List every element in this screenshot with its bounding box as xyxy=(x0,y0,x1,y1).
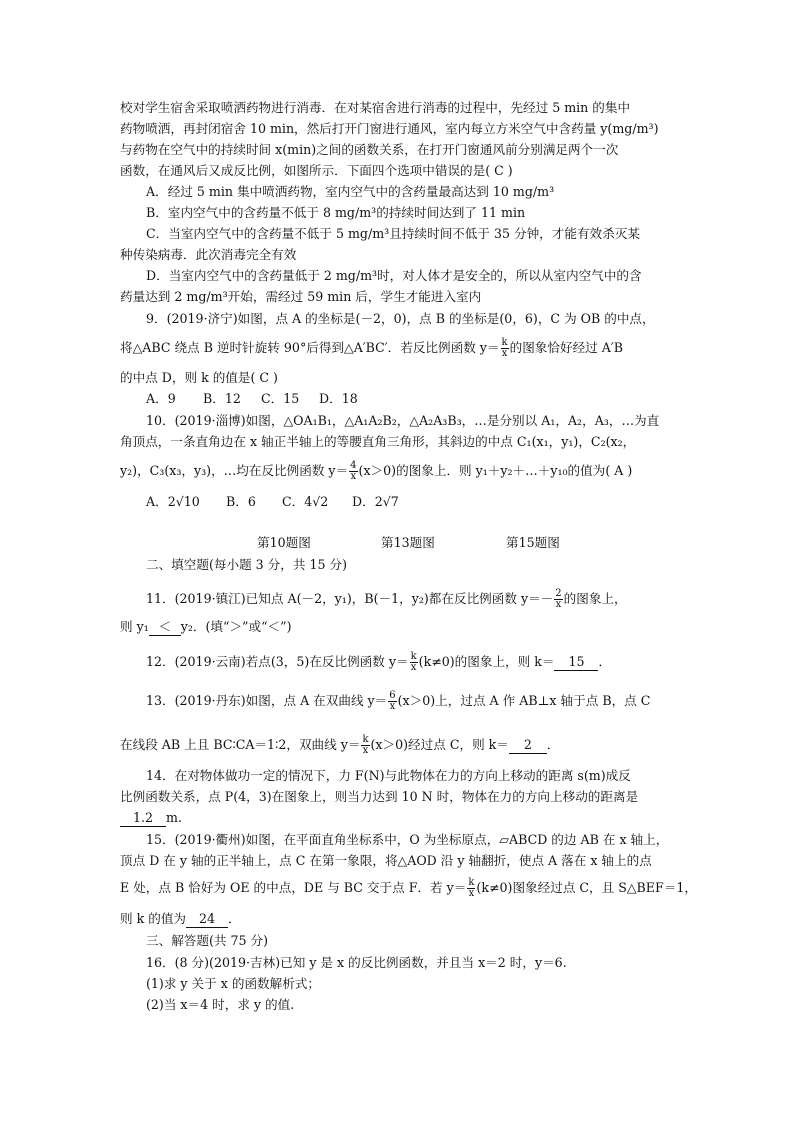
q14-line-3-text: m. xyxy=(166,810,182,825)
q15-line-3-text-b: (k≠0)图象经过点 C，且 S△BEF＝1， xyxy=(476,880,697,895)
q8-option-c-line-2: 种传染病毒．此次消毒完全有效 xyxy=(120,247,297,262)
q10-line-2: 角顶点，一条直角边在 x 轴正半轴上的等腰直角三角形，其斜边的中点 C₁(x₁，y₁)，C₂(x₂， xyxy=(120,434,636,449)
q12-text-b: (k≠0)的图象上，则 k＝ xyxy=(418,654,555,669)
q14-line-2: 比例函数关系，点 P(4，3)在图象上，则当力达到 10 N 时，物体在力的方向上移动的距离是 xyxy=(120,789,639,804)
q9-option-b: B．12 xyxy=(203,391,241,406)
q13-fraction-1-denominator: x xyxy=(389,701,396,712)
q13-fraction-1-numerator: 6 xyxy=(389,690,396,701)
q10-line-3 xyxy=(120,461,632,482)
q15-line-4-text-b: ． xyxy=(228,911,241,926)
q13-line-2-text-b: (x＞0)经过点 C，则 k＝ xyxy=(370,737,509,752)
q14-answer-blank: 1.2 xyxy=(120,810,166,827)
q11-fraction xyxy=(554,589,562,610)
q11-line-2-text-b: y₂．(填“＞”或“＜”) xyxy=(180,619,292,634)
q8-option-c-line-1: C．当室内空气中的含药量不低于 5 mg/m³且持续时间不低于 35 分钟，才能有效杀灭某 xyxy=(146,226,640,241)
q9-line-1: 9．(2019·济宁)如图，点 A 的坐标是(－2，0)，点 B 的坐标是(0，6)，C 为 OB 的中点， xyxy=(146,311,655,326)
q9-option-d: D．18 xyxy=(319,391,358,406)
q11-answer-blank: ＜ xyxy=(149,619,181,636)
q9-option-a: A．9 xyxy=(146,391,176,406)
caption-figure-13: 第13题图 xyxy=(381,535,435,550)
q12-fraction xyxy=(410,652,418,673)
q13-fraction-2 xyxy=(361,735,369,756)
q9-line-2-text-b: 的图象恰好经过 A′B xyxy=(509,340,623,355)
q10-fraction-denominator: x xyxy=(350,471,357,482)
q10-line-1: 10．(2019·淄博)如图，△OA₁B₁，△A₁A₂B₂，△A₂A₃B₃，…是分别以 A₁，A₂，A₃，…为直 xyxy=(146,413,660,428)
section-3-heading: 三、解答题(共 75 分) xyxy=(146,933,269,948)
intro-line-1: 校对学生宿舍采取喷洒药物进行消毒．在对某宿舍进行消毒的过程中，先经过 5 min 的集中 xyxy=(120,100,631,115)
q8-option-a: A．经过 5 min 集中喷洒药物，室内空气中的含药量最高达到 10 mg/m³ xyxy=(146,184,555,199)
q15-line-4-text-a: 则 k 的值为 xyxy=(120,911,187,926)
q13-fraction-2-denominator: x xyxy=(362,745,369,756)
q8-option-b: B．室内空气中的含药量不低于 8 mg/m³的持续时间达到了 11 min xyxy=(146,205,526,220)
q12-line xyxy=(146,652,611,673)
q9-option-c: C．15 xyxy=(261,391,300,406)
q11-line-2 xyxy=(120,619,291,636)
intro-line-3: 与药物在空气中的持续时间 x(min)之间的函数关系，在打开门窗通风前分别满足两个一次 xyxy=(120,142,619,157)
intro-line-4: 函数，在通风后又成反比例，如图所示．下面四个选项中错误的是( C ) xyxy=(120,163,513,178)
q15-fraction-denominator: x xyxy=(468,888,475,899)
caption-figure-15: 第15题图 xyxy=(506,535,560,550)
q16-part-2: (2)当 x＝4 时，求 y 的值. xyxy=(146,997,295,1012)
q10-fraction-numerator: 4 xyxy=(350,460,357,471)
q11-line-1-text-b: 的图象上， xyxy=(563,591,627,606)
q13-line-2-text-a: 在线段 AB 上且 BC∶CA＝1∶2，双曲线 y＝ xyxy=(120,737,361,752)
q10-option-c: C．4√2 xyxy=(282,494,329,509)
q15-fraction xyxy=(467,878,475,899)
q12-fraction-numerator: k xyxy=(410,651,417,662)
q13-line-2-text-c: ． xyxy=(546,737,560,752)
q8-option-d-line-1: D．当室内空气中的含药量低于 2 mg/m³时，对人体才是安全的，所以从室内空气中的含 xyxy=(146,268,642,283)
q10-option-a: A．2√10 xyxy=(146,494,200,509)
q12-fraction-denominator: x xyxy=(410,662,417,673)
q9-line-2-text-a: 将△ABC 绕点 B 逆时针旋转 90°后得到△A′BC′．若反比例函数 y＝ xyxy=(120,340,500,355)
q9-fraction xyxy=(501,338,509,359)
q10-fraction xyxy=(349,461,357,482)
q11-fraction-numerator: 2 xyxy=(555,588,562,599)
q13-text-a: 13．(2019·丹东)如图，点 A 在双曲线 y＝ xyxy=(146,693,388,708)
q9-line-3: 的中点 D，则 k 的值是( C ) xyxy=(120,370,278,385)
section-2-heading: 二、填空题(每小题 3 分，共 15 分) xyxy=(146,557,348,572)
q13-line-1 xyxy=(146,691,650,712)
q16-line-1: 16．(8 分)(2019·吉林)已知 y 是 x 的反比例函数，并且当 x＝2 时，y＝6. xyxy=(146,955,567,970)
q10-option-d: D．2√7 xyxy=(352,494,399,509)
q11-line-1 xyxy=(146,589,627,610)
q14-line-3 xyxy=(120,810,182,827)
q12-text-a: 12．(2019·云南)若点(3，5)在反比例函数 y＝ xyxy=(146,654,409,669)
q15-answer-blank: 24 xyxy=(186,911,228,928)
q9-line-2 xyxy=(120,338,623,359)
q10-line-3-text-b: (x＞0)的图象上．则 y₁＋y₂＋…＋y₁₀的值为( A ) xyxy=(358,463,633,478)
intro-line-2: 药物喷洒，再封闭宿舍 10 min，然后打开门窗进行通风，室内每立方米空气中含药量 y(mg/m³) xyxy=(120,121,659,136)
q15-line-4 xyxy=(120,911,241,928)
q16-part-1: (1)求 y 关于 x 的函数解析式； xyxy=(146,976,321,991)
caption-figure-10: 第10题图 xyxy=(257,535,311,550)
q10-option-b: B．6 xyxy=(226,494,256,509)
q9-fraction-denominator: x xyxy=(501,348,508,359)
q10-line-3-text-a: y₂)，C₃(x₃，y₃)，…均在反比例函数 y＝ xyxy=(120,463,349,478)
q13-line-2 xyxy=(120,735,559,756)
q11-line-1-text-a: 11．(2019·镇江)已知点 A(－2，y₁)，B(－1，y₂)都在反比例函数 y＝－ xyxy=(146,591,554,606)
q11-line-2-text-a: 则 y₁ xyxy=(120,619,149,634)
q12-answer-blank: 15 xyxy=(554,654,598,671)
q13-fraction-2-numerator: k xyxy=(362,734,369,745)
q13-fraction-1 xyxy=(388,691,396,712)
q13-text-b: (x＞0)上，过点 A 作 AB⊥x 轴于点 B，点 C xyxy=(397,693,651,708)
q9-fraction-numerator: k xyxy=(501,337,508,348)
q15-fraction-numerator: k xyxy=(468,877,475,888)
q15-line-3 xyxy=(120,878,697,899)
q15-line-1: 15．(2019·衢州)如图，在平面直角坐标系中，O 为坐标原点，▱ABCD 的边 AB 在 x 轴上， xyxy=(146,832,669,847)
q15-line-3-text-a: E 处，点 B 恰好为 OE 的中点，DE 与 BC 交于点 F．若 y＝ xyxy=(120,880,467,895)
q14-line-1: 14．在对物体做功一定的情况下，力 F(N)与此物体在力的方向上移动的距离 s(m)成反 xyxy=(146,768,631,783)
q8-option-d-line-2: 药量达到 2 mg/m³开始，需经过 59 min 后，学生才能进入室内 xyxy=(120,289,482,304)
q11-fraction-denominator: x xyxy=(555,599,562,610)
q13-answer-blank: 2 xyxy=(509,737,547,754)
q15-line-2: 顶点 D 在 y 轴的正半轴上，点 C 在第一象限，将△AOD 沿 y 轴翻折，使点 A 落在 x 轴上的点 xyxy=(120,853,652,868)
q12-text-c: ． xyxy=(598,654,612,669)
